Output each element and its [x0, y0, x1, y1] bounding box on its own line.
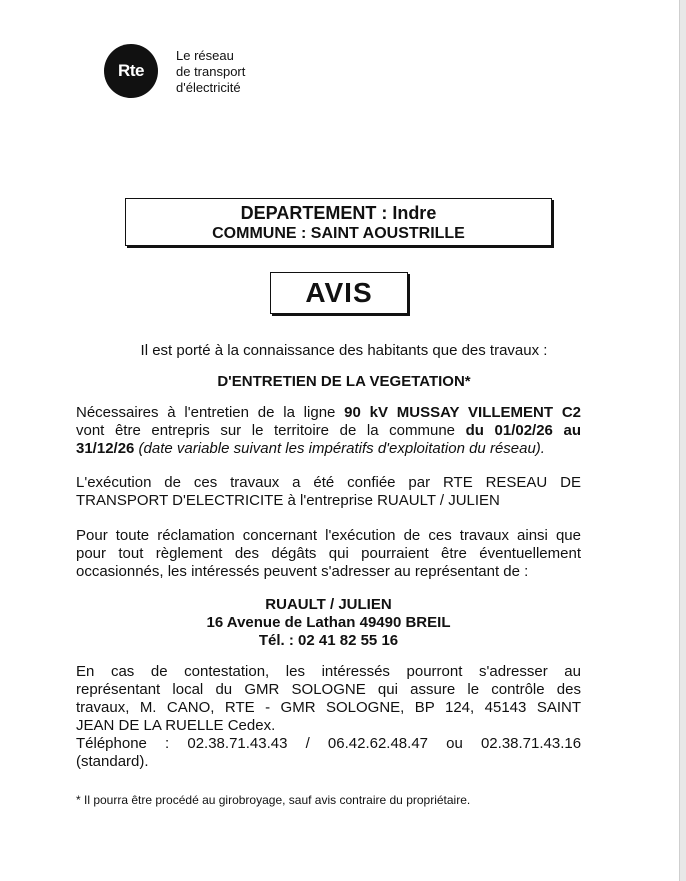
tagline-line-1: Le réseau	[176, 48, 234, 63]
works-date-end: 31/12/26	[76, 440, 135, 457]
avis-title: AVIS	[305, 277, 373, 308]
p1-line-3	[76, 440, 545, 458]
department-box	[125, 198, 552, 246]
p1-line-2	[76, 422, 581, 440]
p3-line-2: pour tout règlement des dégâts qui pourraient être éventuellement	[76, 545, 581, 562]
p4-line-4: JEAN DE LA RUELLE Cedex.	[76, 717, 276, 734]
works-title: D'ENTRETIEN DE LA VEGETATION*	[217, 373, 471, 390]
phone-number-3: 02.38.71.43.16	[480, 735, 582, 752]
p2-line-1: L'exécution de ces travaux a été confiée par RTE RESEAU DE	[76, 474, 581, 491]
intro-text: Il est porté à la connaissance des habitants que des travaux :	[140, 342, 548, 359]
p1-line-1	[76, 404, 581, 422]
works-date-start: du 01/02/26 au	[465, 422, 581, 439]
department-title: DEPARTEMENT : Indre	[240, 203, 437, 223]
contractor-phone: Tél. : 02 41 82 55 16	[258, 632, 399, 649]
p4-line-6: (standard).	[76, 753, 149, 770]
rte-logo-text: Rte	[118, 61, 144, 80]
rte-logo	[104, 44, 158, 98]
phone-label: Téléphone	[76, 735, 147, 752]
p4-line-3: travaux, M. CANO, RTE - GMR SOLOGNE, BP 124, 45143 SAINT	[76, 699, 581, 716]
date-note: (date variable suivant les impératifs d'exploitation du réseau).	[134, 440, 545, 457]
p3-line-1: Pour toute réclamation concernant l'exécution de ces travaux ainsi que	[76, 527, 581, 544]
line-name: 90 kV MUSSAY VILLEMENT C2	[344, 404, 581, 421]
p4-phone-line	[76, 735, 581, 753]
contractor-address: 16 Avenue de Lathan 49490 BREIL	[206, 614, 451, 631]
rte-tagline	[176, 48, 245, 96]
phone-number-2: 06.42.62.48.47	[327, 735, 428, 752]
footnote: * Il pourra être procédé au girobroyage, sauf avis contraire du propriétaire.	[76, 793, 471, 807]
p1-line-2-text: vont être entrepris sur le territoire de la commune	[76, 422, 466, 439]
p2-line-2: TRANSPORT D'ELECTRICITE à l'entreprise RUAULT / JULIEN	[76, 492, 500, 509]
page-edge	[680, 0, 686, 881]
tagline-line-2: de transport	[176, 64, 246, 79]
contractor-name: RUAULT / JULIEN	[265, 596, 392, 613]
avis-box	[270, 272, 408, 314]
tagline-line-3: d'électricité	[176, 80, 241, 95]
phone-colon: :	[165, 735, 170, 752]
phone-number-1: 02.38.71.43.43	[187, 735, 288, 752]
commune-title: COMMUNE : SAINT AOUSTRILLE	[212, 225, 465, 242]
p3-line-3: occasionnés, les intéressés peuvent s'adresser au représentant de :	[76, 563, 529, 580]
p4-line-2: représentant local du GMR SOLOGNE qui assure le contrôle des	[76, 681, 581, 698]
p1-line-1-text: Nécessaires à l'entretien de la ligne	[76, 404, 345, 421]
phone-or: ou	[446, 735, 463, 752]
p4-line-1: En cas de contestation, les intéressés pourront s'adresser au	[76, 663, 581, 680]
phone-separator: /	[305, 735, 310, 752]
